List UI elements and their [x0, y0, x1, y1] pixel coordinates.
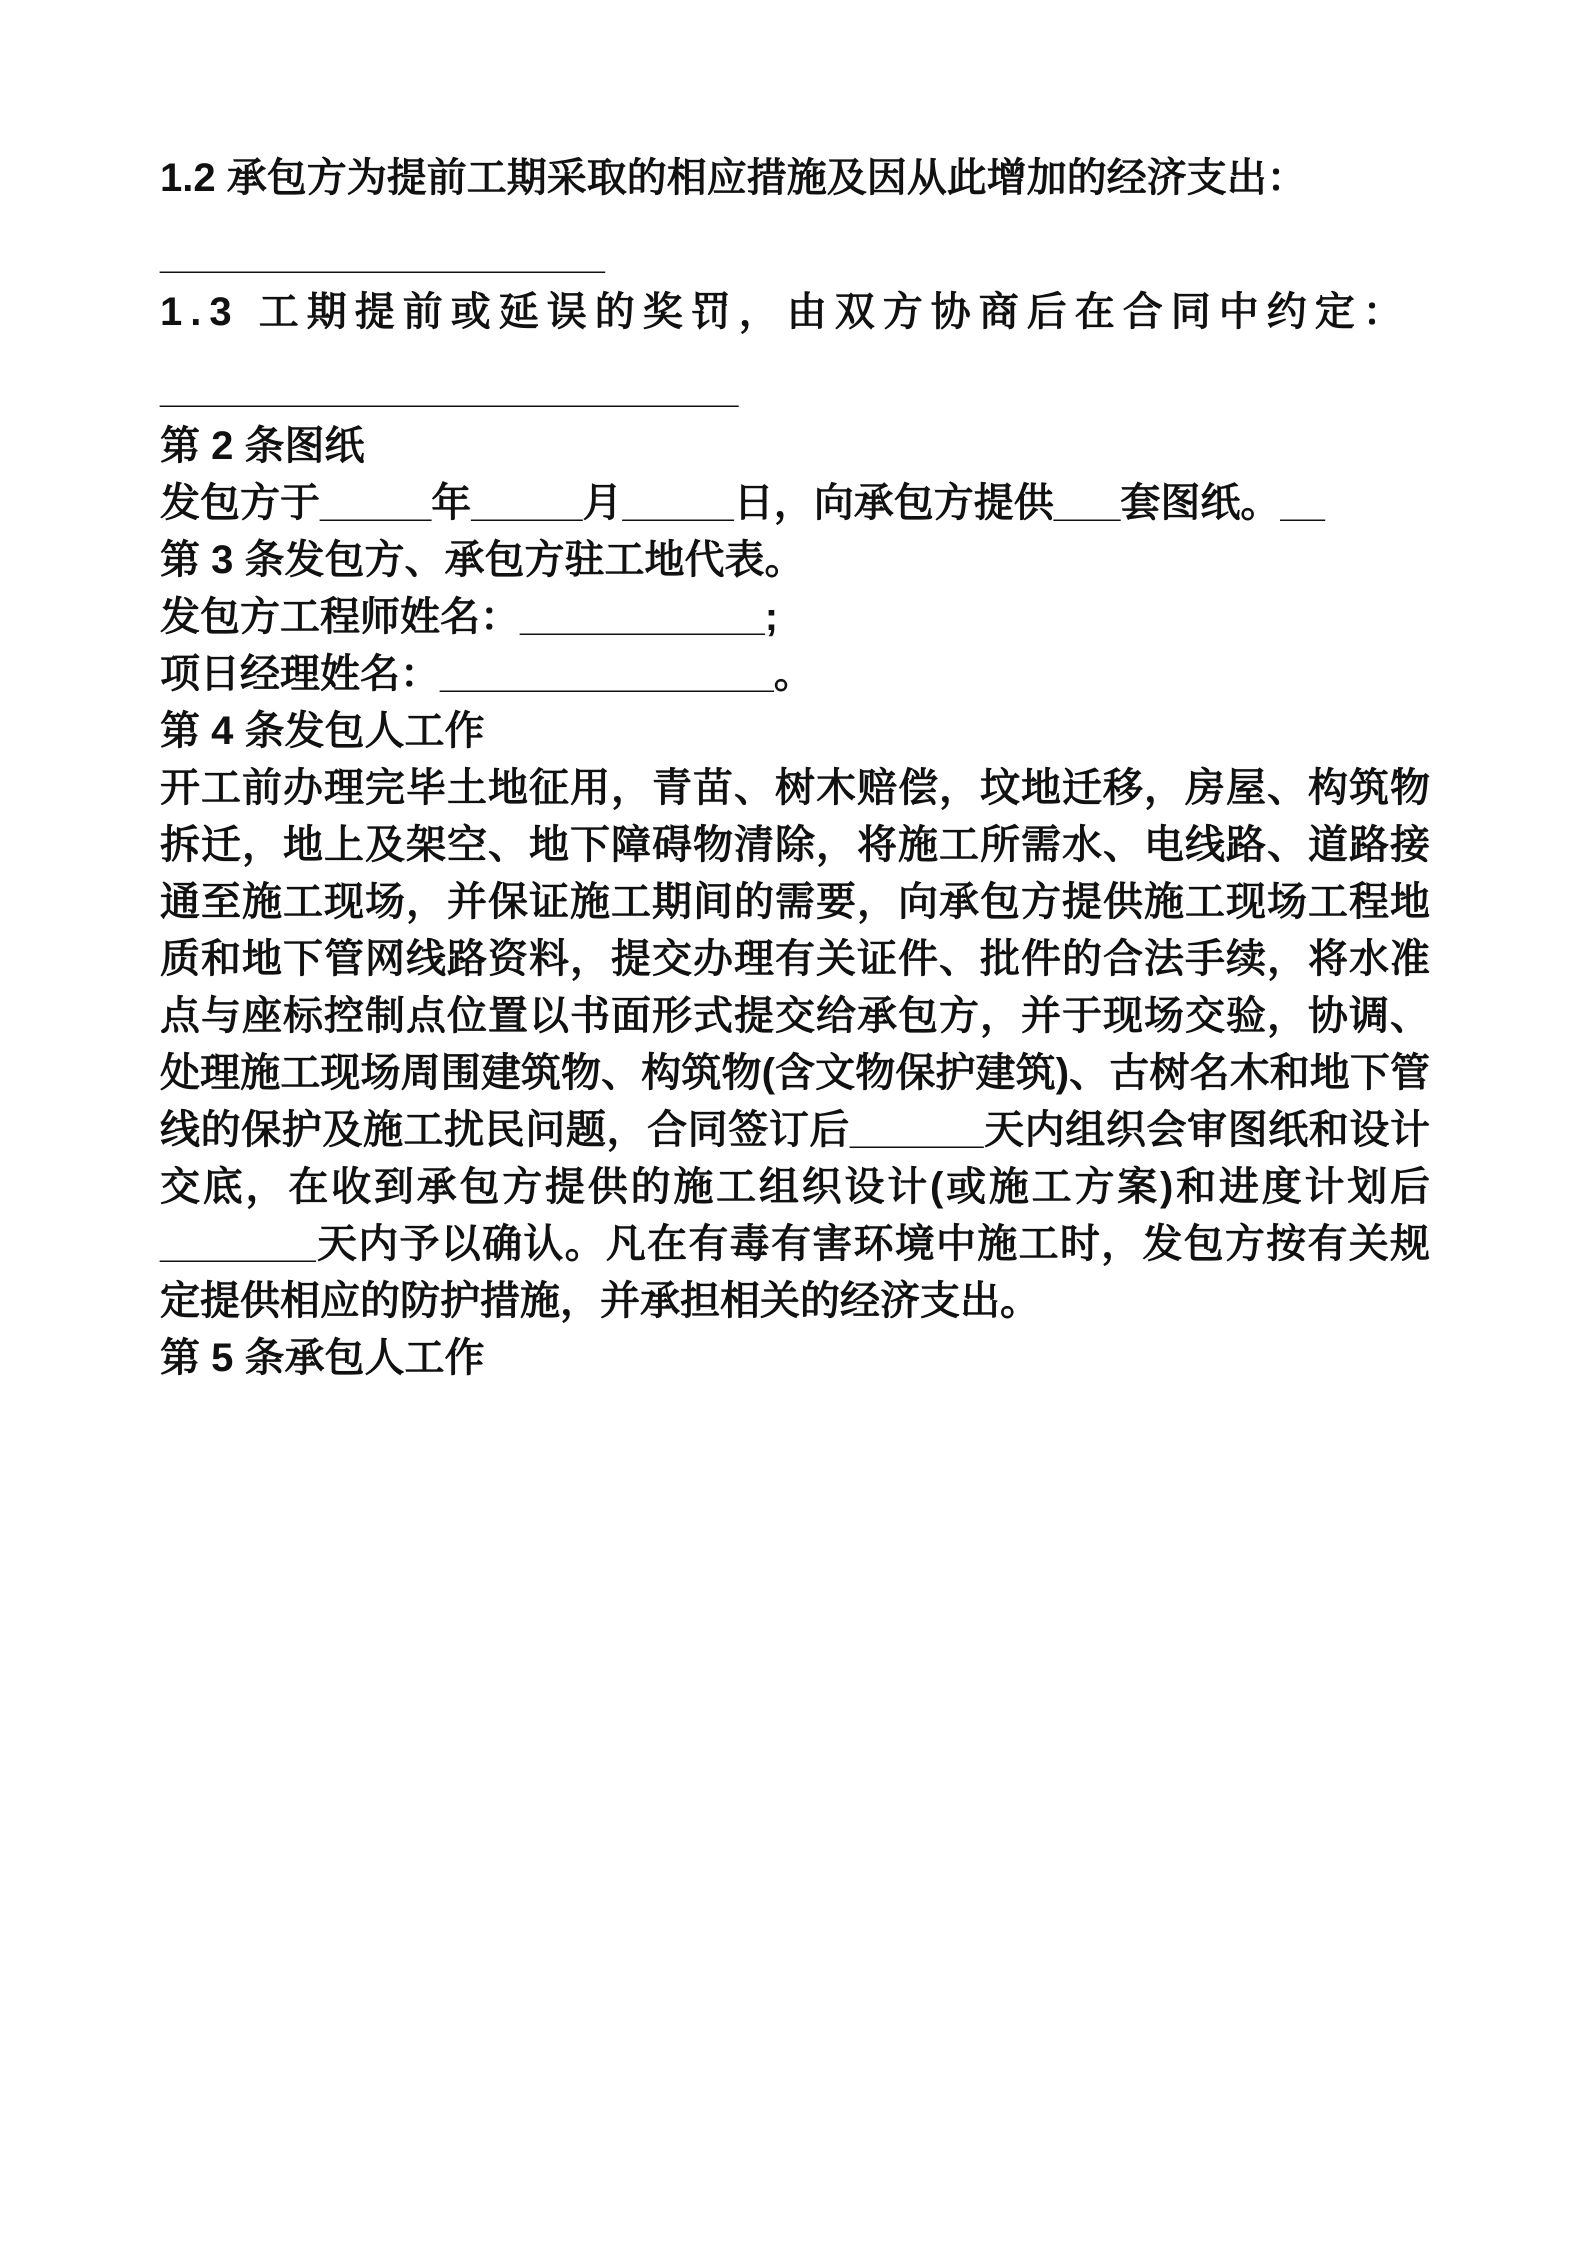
article-5-heading: 第 5 条承包人工作	[160, 1336, 485, 1380]
article-3-heading: 第 3 条发包方、承包方驻工地代表。	[160, 538, 805, 582]
manager-name-line: 项日经理姓名：_______________。	[160, 652, 814, 696]
engineer-name-line: 发包方工程师姓名：___________;	[160, 595, 779, 639]
clause-1-3: 1.3 工期提前或延误的奖罚，由双方协商后在合同中约定：	[160, 290, 1411, 334]
clause-1-2: 1.2 承包方为提前工期采取的相应措施及因从此增加的经济支出：	[160, 156, 1307, 200]
blank-underscore-line-2: __________________________	[160, 367, 739, 411]
blank-underscore-line-1: ____________________	[160, 233, 605, 277]
article-4-body: 开工前办理完毕土地征用，青苗、树木赔偿，坟地迁移，房屋、构筑物拆迁，地上及架空、地下障碍物清除，将施工所需水、电线路、道路接通至施工现场，并保证施工期间的需要，向承包方提供施工现场工程地质和地下管网线路资料，提交办理有关证件、批件的合法手续，将水准点与座标控制点位置以书面形式提交给承包方，并于现场交验，协调、处理施工现场周围建筑物、构筑物(含文物保护建筑)、古树名木和地下管线的保护及施工扰民问题，合同签订后______天内组织会审图纸和设计交底，在收到承包方提供的施工组织设计(或施工方案)和进度计划后_______天内予以确认。凡在有毒有害环境中施工时，发包方按有关规定提供相应的防护措施，并承担相关的经济支出。	[160, 766, 1430, 1323]
article-4-heading: 第 4 条发包人工作	[160, 709, 485, 753]
article-2-body: 发包方于_____年_____月_____日，向承包方提供___套图纸。__	[160, 481, 1325, 525]
article-2-heading: 第 2 条图纸	[160, 424, 365, 468]
